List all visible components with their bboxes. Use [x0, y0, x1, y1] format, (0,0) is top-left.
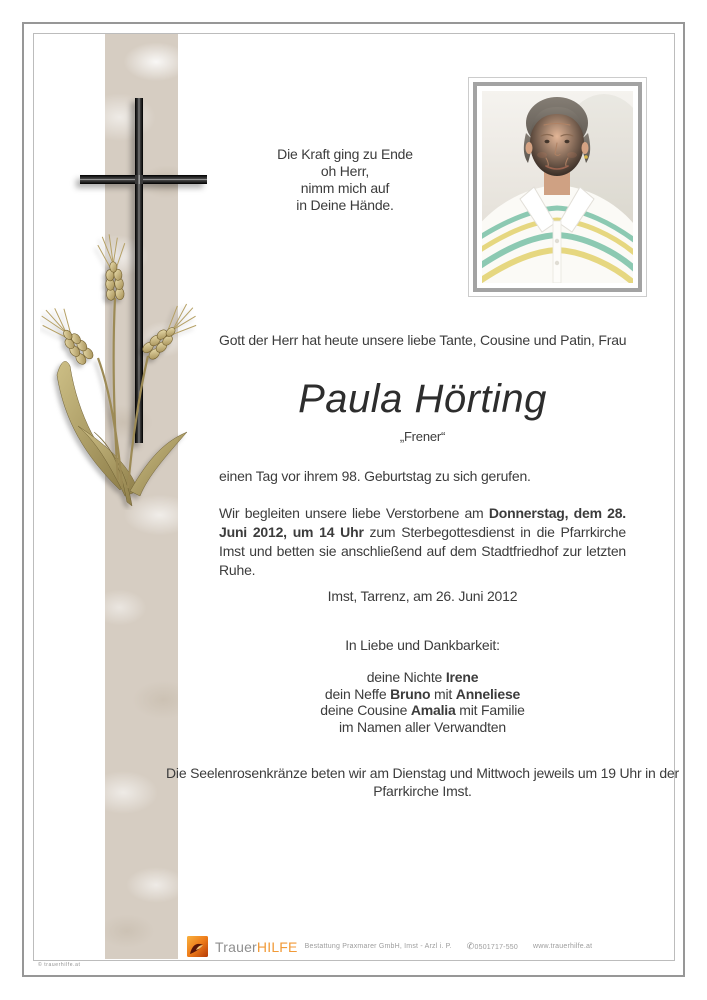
copyright-note: © trauerhilfe.at	[38, 962, 81, 968]
footer	[187, 936, 592, 957]
phone-number: ✆0501717-550	[466, 941, 518, 951]
dateline: Imst, Tarrenz, am 26. Juni 2012	[327, 588, 518, 604]
funeral-paragraph	[219, 504, 626, 580]
brand-name: TrauerHILFE	[215, 938, 298, 955]
poem-line: in Deine Hände.	[296, 197, 394, 213]
poem	[245, 146, 445, 214]
company-info: Bestattung Praxmarer GmbH, Imst - Arzl i. P.	[304, 943, 452, 950]
mourners-list	[169, 669, 676, 735]
closing-line: In Liebe und Dankbarkeit:	[345, 637, 500, 653]
website: www.trauerhilfe.at	[532, 943, 593, 950]
deceased-nickname: „Frener“	[399, 429, 446, 444]
cross-and-wheat-ornament	[40, 60, 220, 510]
phone-icon: ✆	[466, 941, 475, 951]
intro-line: Gott der Herr hat heute unsere liebe Tante, Cousine und Patin, Frau	[219, 332, 627, 348]
mourner-line: deine Cousine Amalia mit Familie	[320, 702, 525, 718]
deceased-name: Paula Hörting	[298, 377, 547, 421]
funeral-text: zum Sterbegottesdienst in die Pfarrkirche Imst und betten sie anschließend auf dem Stadtfriedhof zur letzten Ruhe.	[219, 524, 626, 578]
funeral-date-bold: Donnerstag, dem 28. Juni 2012, um 14 Uhr	[219, 505, 626, 540]
wheat-ears-icon	[40, 233, 203, 506]
poem-line: nimm mich auf	[300, 180, 390, 196]
mourner-line: deine Nichte Irene	[366, 669, 479, 685]
mourner-line: dein Neffe Bruno mit Anneliese	[324, 685, 521, 702]
funeral-text: Wir begleiten unsere liebe Verstorbene am	[219, 505, 489, 521]
photo-mat	[473, 82, 642, 292]
portrait-photo	[482, 91, 633, 283]
called-line: einen Tag vor ihrem 98. Geburtstag zu sich gerufen.	[219, 468, 531, 484]
rosary-note: Die Seelenrosenkränze beten wir am Dienstag und Mittwoch jeweils um 19 Uhr in der Pfarrkirche Imst.	[166, 765, 679, 799]
trauerhilfe-logo-icon	[187, 936, 208, 957]
poem-line: Die Kraft ging zu Ende	[277, 146, 413, 162]
mourner-line: im Namen aller Verwandten	[339, 718, 506, 735]
photo-frame	[468, 77, 647, 297]
poem-line: oh Herr,	[320, 163, 370, 179]
